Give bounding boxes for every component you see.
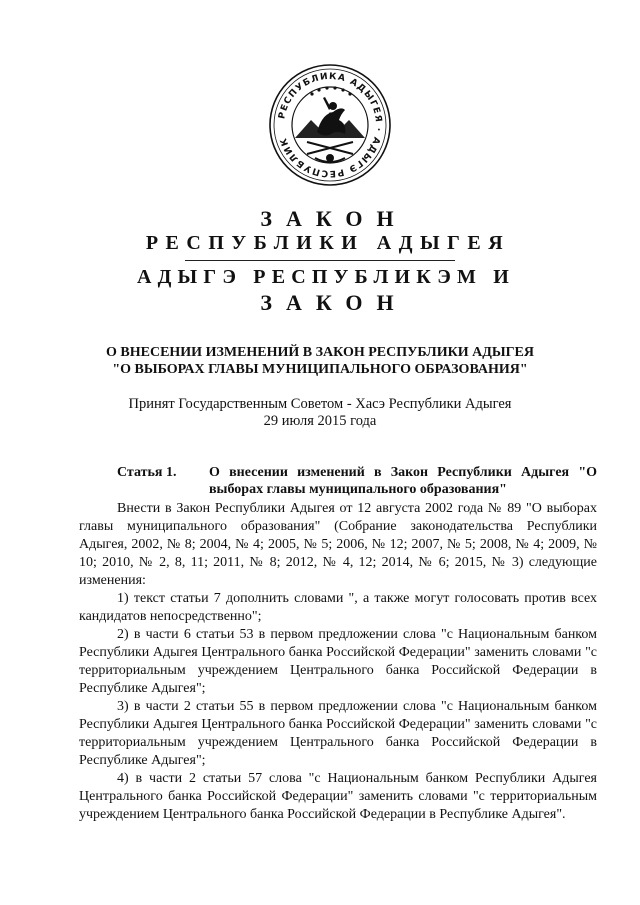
republic-of-adygea-coat-of-arms-icon [267, 62, 393, 188]
law-title-ru: ЗАКОН [260, 206, 408, 231]
title-divider [185, 260, 455, 261]
republic-title-ady: АДЫГЭ РЕСПУБЛИКЭМ И [136, 266, 516, 288]
emblem-ring-text: РЕСПУБЛИКА АДЫГЕЯ · АДЫГЭ РЕСПУБЛИК [277, 71, 384, 179]
article-intro: Внести в Закон Республики Адыгея от 12 августа 2002 года № 89 "О выборах главы муниципального образования" (Собрание законодательства Республики Адыгея, 2002, № 8; 2004, № 4; 2005, № 5; 2006, № 12; 2007, № 5; 2008, № 4; 2009, № 10; 2010, № 2, 8, 11; 2011, № 8; 2012, № 4, 12; 2014, № 6; 2015, № 3) следующие изменения: [79, 501, 597, 588]
amendment-item-3: 3) в части 2 статьи 55 в первом предложении слова "с Национальным банком Республики Адыгея Центрального банка Российской Федерации" заменить словами "с территориальным учреждением Центрального банка Российской Федерации в Республике Адыгея"; [79, 699, 597, 768]
republic-title-ru: РЕСПУБЛИКИ АДЫГЕЯ [145, 232, 511, 254]
article-number: Статья 1. [117, 465, 177, 480]
law-subject [0, 344, 640, 378]
article-1-body [79, 500, 597, 824]
amendment-item-2: 2) в части 6 статьи 53 в первом предложении слова "с Национальным банком Республики Адыгея Центрального банка Российской Федерации" заменить словами "с территориальным учреждением Центрального банка Российской Федерации в Республике Адыгея"; [79, 627, 597, 696]
amendment-item-1: 1) текст статьи 7 дополнить словами ", а также могут голосовать против всех кандидатов непосредственно"; [79, 591, 597, 624]
subject-line-1: О ВНЕСЕНИИ ИЗМЕНЕНИЙ В ЗАКОН РЕСПУБЛИКИ АДЫГЕЯ [106, 345, 534, 360]
article-title: О внесении изменений в Закон Республики Адыгея "О выборах главы муниципального образования" [209, 465, 597, 497]
law-title-ady: ЗАКОН [260, 290, 408, 315]
adoption-note [0, 396, 640, 430]
adoption-date: 29 июля 2015 года [263, 413, 377, 429]
subject-line-2: "О ВЫБОРАХ ГЛАВЫ МУНИЦИПАЛЬНОГО ОБРАЗОВАНИЯ" [112, 362, 528, 377]
adoption-line-1: Принят Государственным Советом - Хасэ Республики Адыгея [128, 396, 512, 412]
amendment-item-4: 4) в части 2 статьи 57 слова "с Национальным банком Республики Адыгея Центрального банка Российской Федерации" заменить словами "с территориальным учреждением Центрального банка Российской Федерации в Республике Адыгея". [79, 771, 597, 822]
